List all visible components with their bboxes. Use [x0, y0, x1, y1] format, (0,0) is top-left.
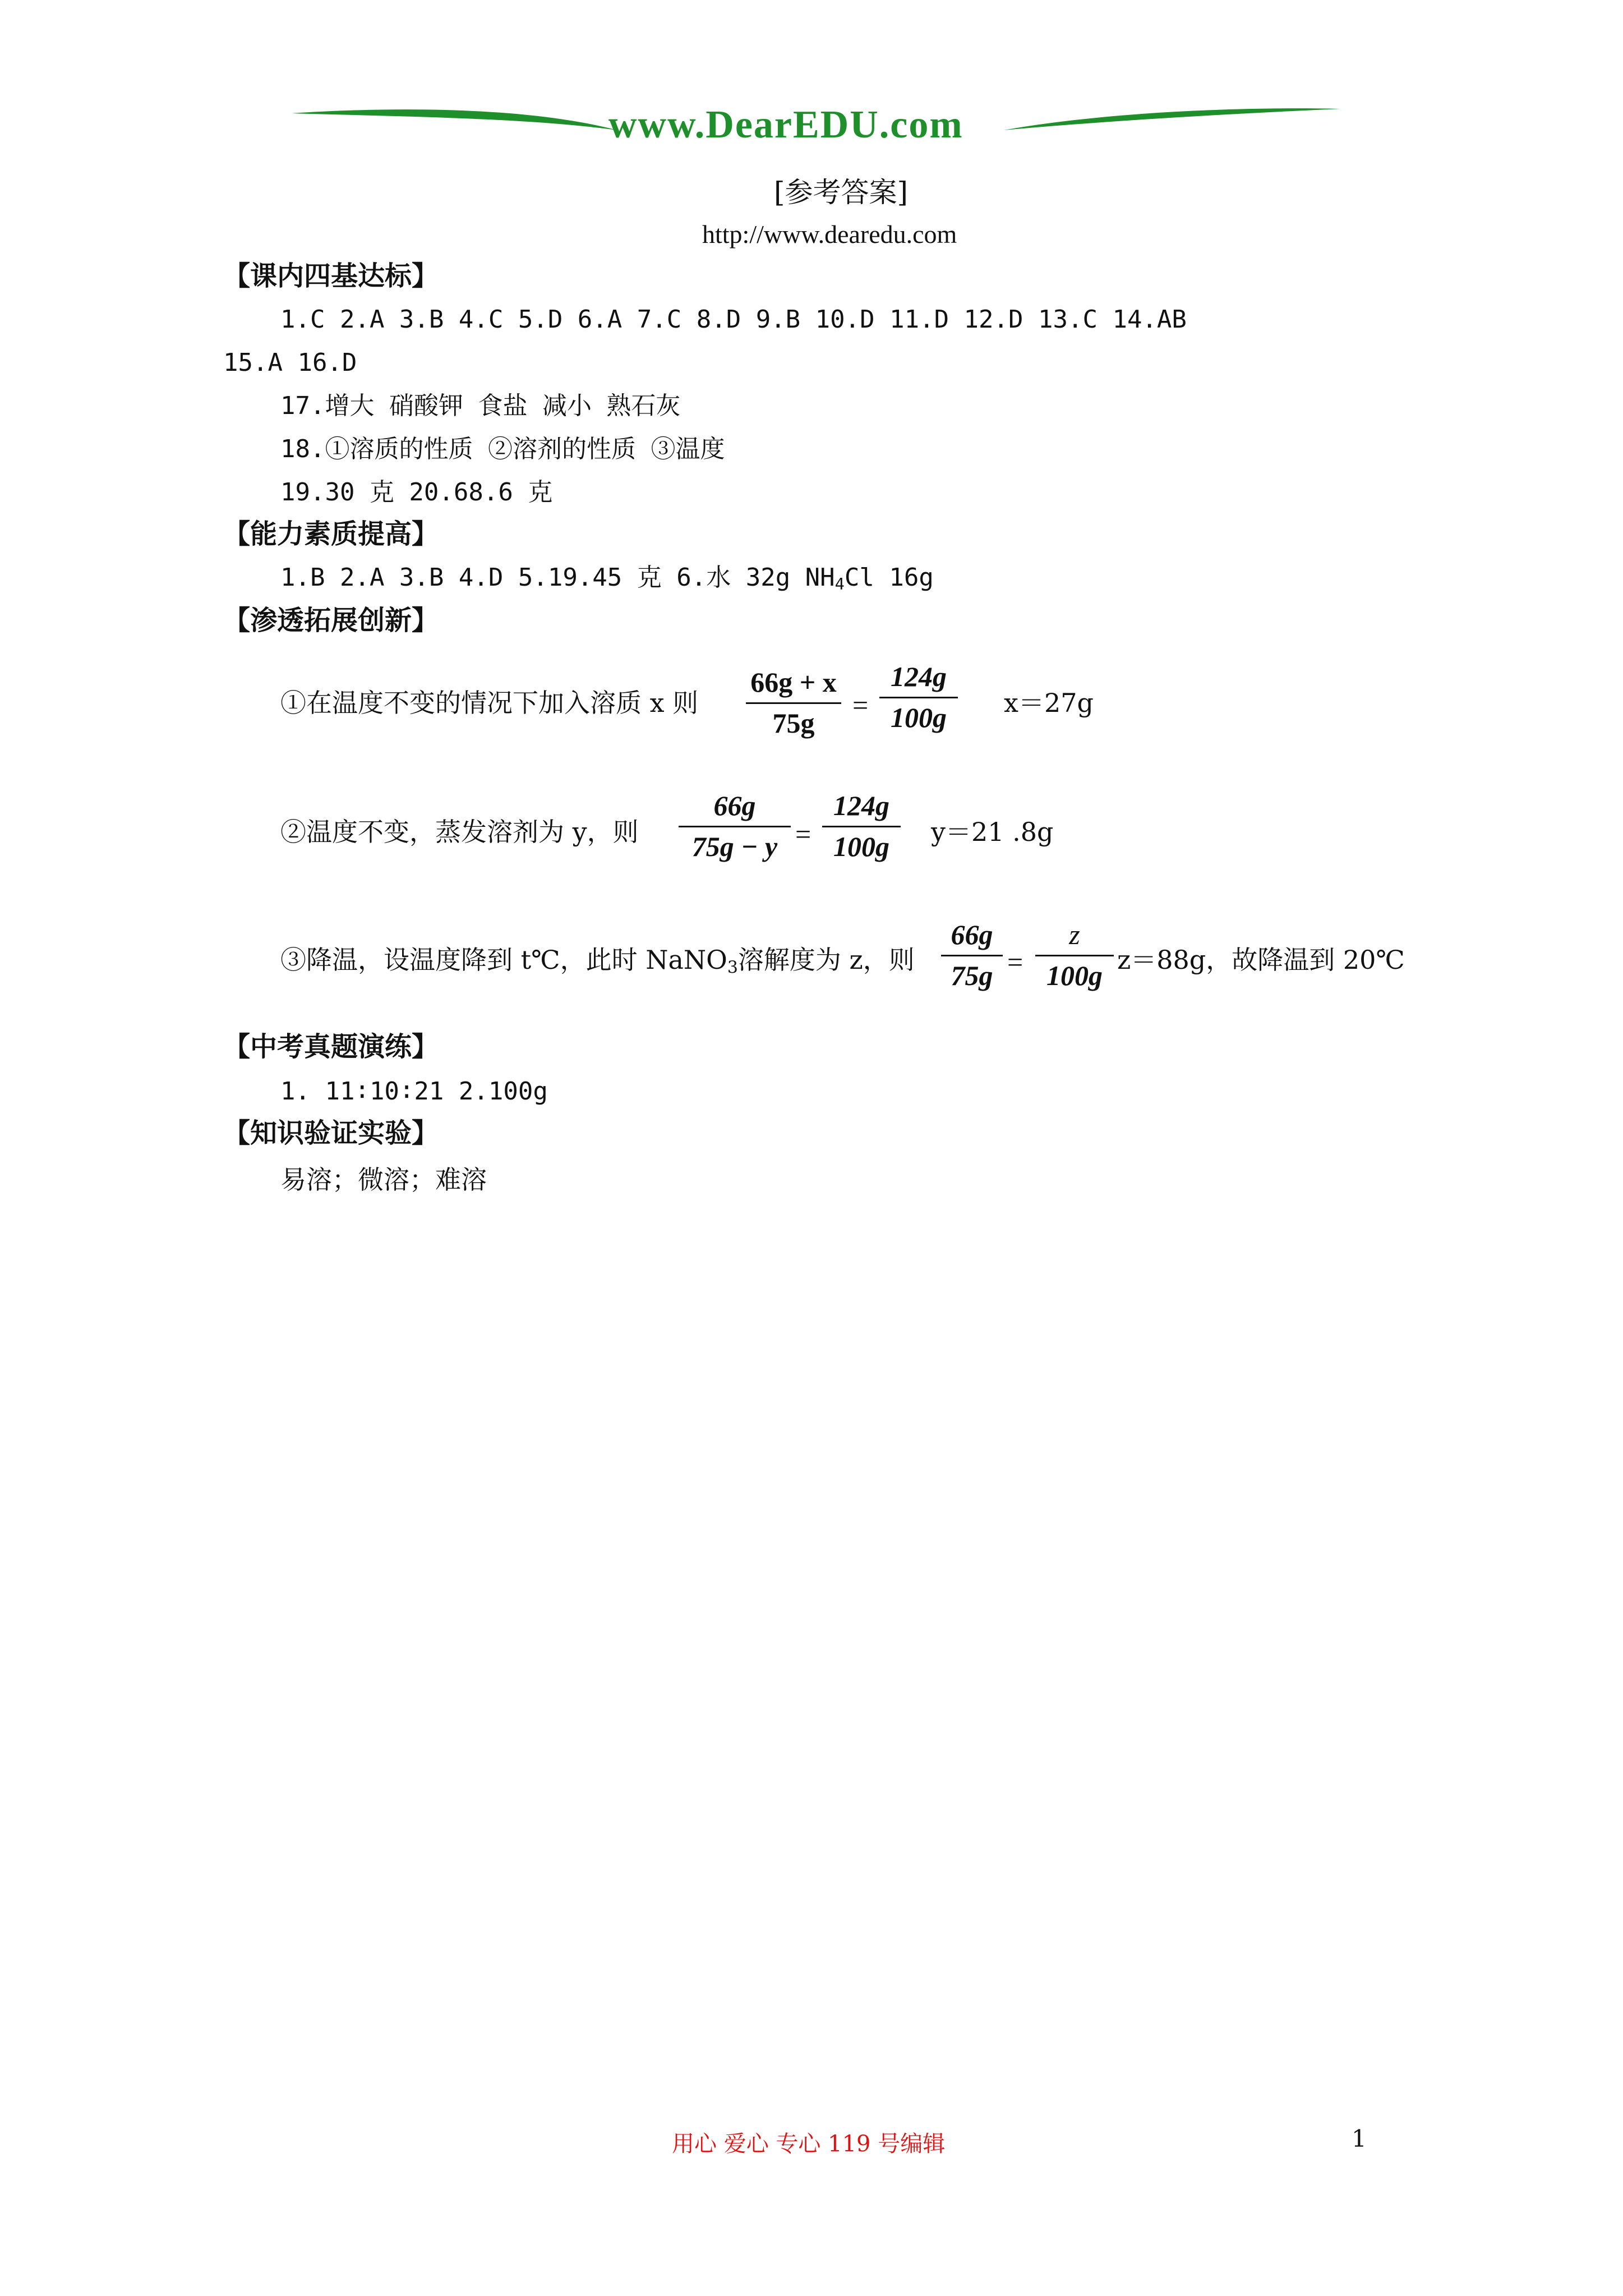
logo-swoosh-right: [1004, 101, 1340, 140]
section-heading-exam: 【中考真题演练】: [223, 1031, 439, 1062]
answer-line: 易溶；微溶；难溶: [280, 1165, 487, 1195]
logo-text[interactable]: www.DearEDU.com: [608, 103, 963, 146]
section-heading-basic: 【课内四基达标】: [223, 260, 439, 292]
solution-result: z＝88g，故降温到 20℃: [1117, 945, 1405, 975]
section-heading-ability: 【能力素质提高】: [223, 518, 439, 550]
equals-sign: =: [795, 818, 811, 850]
fraction: 66g + x 75g: [746, 666, 841, 739]
source-url[interactable]: http://www.dearedu.com: [702, 220, 957, 249]
answer-line: 15.A 16.D: [223, 348, 357, 377]
fraction: 66g 75g − y: [679, 790, 791, 863]
answer-line: 17.增大 硝酸钾 食盐 减小 熟石灰: [280, 392, 681, 420]
solution-result: x＝27g: [1004, 688, 1094, 718]
solution-result: y＝21 .8g: [931, 817, 1054, 847]
solution-step: ②温度不变，蒸发溶剂为 y，则: [280, 817, 639, 847]
answer-line: 19.30 克 20.68.6 克: [280, 478, 553, 507]
footer-text: 用心 爱心 专心 119 号编辑: [672, 2131, 946, 2157]
answer-line: 1.C 2.A 3.B 4.C 5.D 6.A 7.C 8.D 9.B 10.D 11.D 12.D 13.C 14.AB: [280, 305, 1187, 334]
answer-line: 18.①溶质的性质 ②溶剂的性质 ③温度: [280, 435, 725, 463]
section-heading-experiment: 【知识验证实验】: [223, 1117, 439, 1149]
fraction: 124g 100g: [822, 790, 901, 863]
answer-line: 1.B 2.A 3.B 4.D 5.19.45 克 6.水 32g $NH_4Cl$ 16g: [280, 563, 934, 594]
fraction: 66g 75g: [941, 919, 1003, 992]
page-number: 1: [1352, 2125, 1367, 2152]
solution-step: ③降温，设温度降到 t℃，此时 NaNO$_3$溶解度为 z，则: [280, 945, 915, 978]
solution-step: ①在温度不变的情况下加入溶质 x 则: [280, 688, 699, 718]
section-heading-extension: 【渗透拓展创新】: [223, 605, 439, 636]
fraction: 124g 100g: [879, 661, 958, 734]
page-title: [参考答案]: [774, 176, 909, 209]
fraction: z 100g: [1035, 919, 1114, 992]
answer-line: 1. 11∶10∶21 2.100g: [280, 1077, 548, 1106]
equals-sign: =: [852, 689, 869, 721]
equals-sign: =: [1007, 946, 1023, 978]
logo-swoosh-left: [292, 101, 617, 140]
